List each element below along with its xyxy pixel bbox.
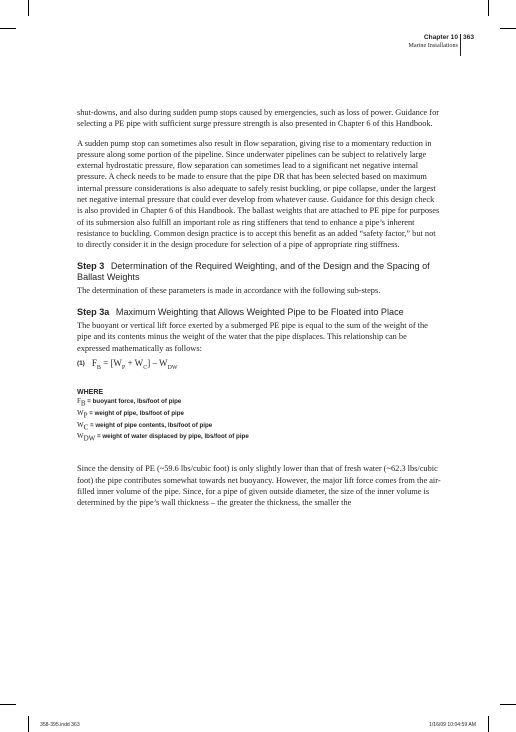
spacer [77,444,441,463]
eq-plus: + W [125,357,144,368]
step-3a-number: Step 3a [77,306,110,317]
where-symbol-sub: P [83,410,88,419]
crop-mark-bottom-right [488,716,489,732]
page-number: 363 [462,34,474,41]
crop-mark-left-bottom [0,704,16,705]
eq-lhs: F [91,357,97,368]
crop-mark-top-right [488,0,489,16]
where-description: = weight of pipe, lbs/foot of pipe [87,409,184,417]
where-item [77,397,441,409]
where-description: = weight of pipe contents, lbs/foot of pipe [88,421,213,429]
footer-file: 358-395.indd 363 [40,722,80,728]
crop-mark-right-top [500,28,516,29]
header-divider [460,34,461,56]
where-item [77,409,441,421]
where-description: = buoyant force, lbs/foot of pipe [85,397,182,405]
where-symbol: W [77,420,84,429]
crop-mark-bottom-left [28,716,29,732]
step-3-text: The determination of these parameters is made in accordance with the following sub-steps. [77,286,381,296]
eq-equals: = [W [100,357,122,368]
closing-paragraph: Since the density of PE (~59.6 lbs/cubic foot) is only slightly lower than that of fresh water (~62.3 lbs/cubic foot) the pipe contributes somewhat towards net buoyancy. However, the major lift force comes from the air-filled inner volume of the pipe. Since, for a pipe of given outside diameter, the size of the inner volume is determined by the pipe’s wall thickness – the greater the thickness, the smaller the [77,464,441,508]
eq-minus: ] – W [147,357,168,368]
step-3-number: Step 3 [77,260,105,271]
where-item [77,421,441,433]
where-symbol-sub: DW [83,434,96,443]
eq-lhs-sub: B [96,364,101,371]
equation-number: (1) [77,359,85,367]
step-3a-text: The buoyant or vertical lift force exerted by a submerged PE pipe is equal to the sum of the weight of the pipe and its contents minus the weight of the water that the pipe displaces. This relationship can be expressed mathematically as follows: [77,321,428,353]
paragraph-1: shut-downs, and also during sudden pump stops caused by emergencies, such as loss of power. Guidance for selecting a PE pipe with sufficient surge pressure strength is also presented in Chapter 6 of this Handbook. [77,108,440,129]
where-block [77,388,441,445]
header-subtitle: Marine Installations [408,42,458,49]
where-item [77,432,441,444]
step-3-heading [77,261,441,284]
equation-1 [77,356,441,375]
step-3a-heading [77,307,441,318]
footer-timestamp: 1/16/09 10:04:59 AM [428,722,476,728]
eq-c-sub: C [143,364,148,371]
eq-dw-sub: DW [167,364,178,371]
crop-mark-right-bottom [500,704,516,705]
crop-mark-top-left [28,0,29,16]
step-3a-title: Maximum Weighting that Allows Weighted Pipe to be Floated into Place [115,306,404,317]
where-description: = weight of water displaced by pipe, lbs/foot of pipe [95,433,249,441]
step-3-title: Determination of the Required Weighting, and of the Design and the Spacing of Ballast Weights [77,260,430,282]
where-title: WHERE [77,388,104,396]
where-symbol-sub: B [80,399,86,408]
paragraph-2: A sudden pump stop can sometimes also result in flow separation, giving rise to a momentary reduction in pressure along some portion of the pipeline. Since underwater pipelines can be subject to relatively large external hydrostatic pressure, flow separation can sometimes lead to a significant net negative internal pressure. A check needs to be made to ensure that the pipe DR that has been selected based on maximum internal pressure considerations is also adequate to safely resist buckling, or pipe collapse, under the largest net negative internal pressure that could ever develop from whatever cause. Guidance for this design check is also provided in Chapter 6 of this Handbook. The ballast weights that are attached to PE pipe for purposes of its submersion also fulfill an important role as ring stiffeners that tend to enhance a pipe’s inherent resistance to buckling. Common design practice is to accept this benefit as an added “safety factor,” but not to directly consider it in the design procedure for selection of a pipe of appropriate ring stiffness. [77,138,440,250]
header-chapter: Chapter 10 [423,34,458,41]
header-text [408,34,458,50]
where-symbol: W [77,408,84,417]
crop-mark-left-top [0,28,16,29]
where-symbol: W [77,432,84,441]
where-symbol: F [77,396,81,405]
page-content [77,107,441,516]
where-symbol-sub: C [83,422,89,431]
eq-p-sub: P [121,364,126,371]
